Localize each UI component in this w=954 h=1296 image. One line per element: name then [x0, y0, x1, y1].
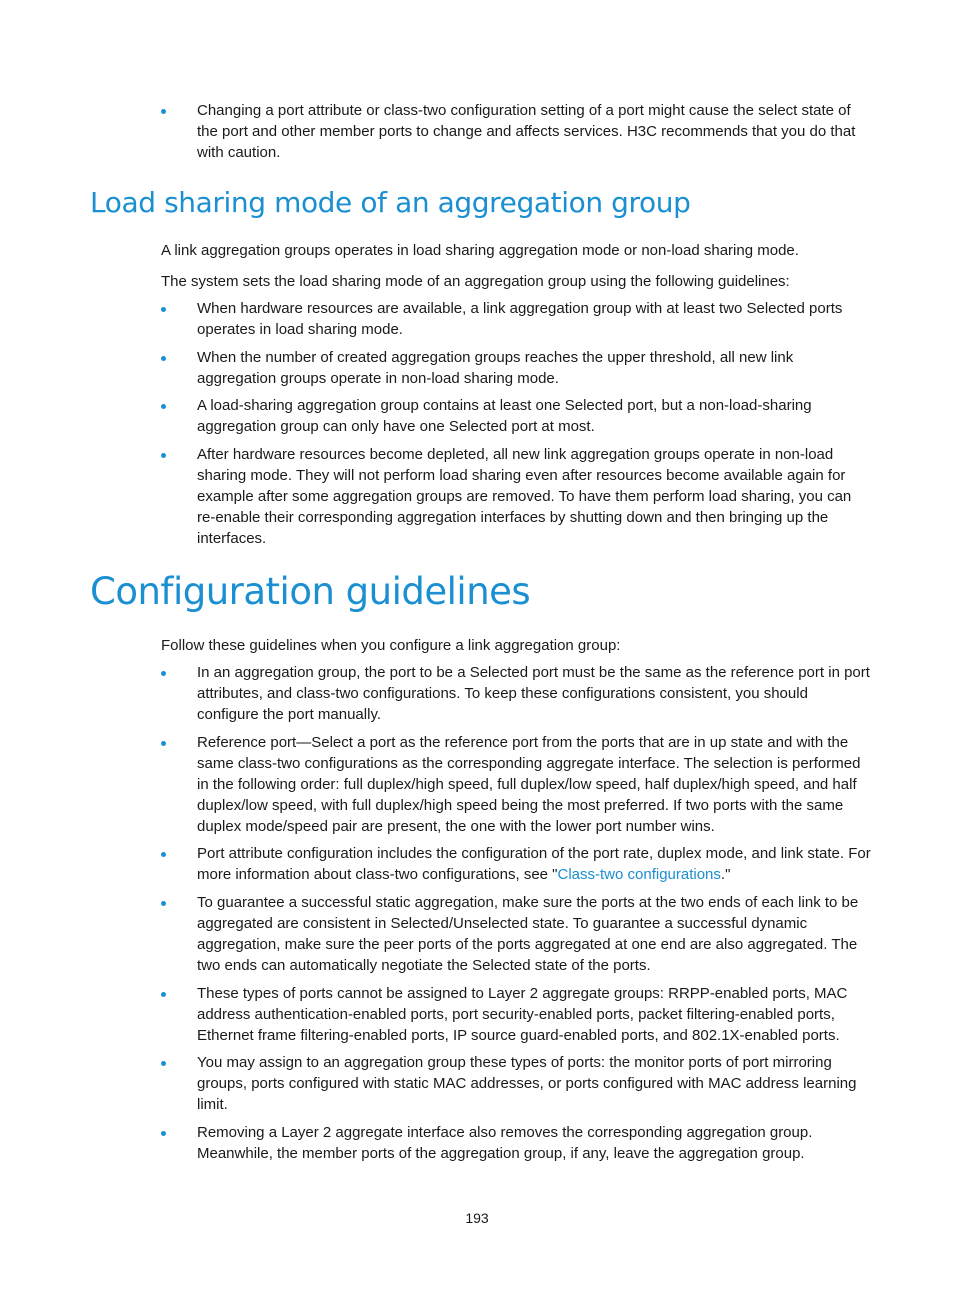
bullet-icon — [161, 453, 166, 458]
list-item — [161, 347, 871, 389]
bullet-icon — [161, 1131, 166, 1136]
list-item — [161, 1052, 871, 1115]
bullet-icon — [161, 901, 166, 906]
bullet-icon — [161, 404, 166, 409]
list-item-text: Reference port—Select a port as the reference port from the ports that are in up state and with the same class-two configurations as the corresponding aggregate interface. The selection is performed in the following order: full duplex/high speed, full duplex/low speed, half duplex/high speed, and half duplex/low speed, with full duplex/high speed being the most preferred. If two ports with the same duplex mode/speed pair are present, the one with the lower port number wins. — [197, 734, 861, 835]
list-item — [161, 1122, 871, 1164]
list-item-text: When hardware resources are available, a link aggregation group with at least two Selected ports operates in load sharing mode. — [197, 300, 843, 338]
list-item-text: In an aggregation group, the port to be a Selected port must be the same as the reference port in port attributes, and class-two configurations. To keep these configurations consistent, you should configure the port manually. — [197, 664, 870, 723]
list-item-text: A load-sharing aggregation group contains at least one Selected port, but a non-load-sharing aggregation group can only have one Selected port at most. — [197, 397, 812, 435]
page-number: 193 — [465, 1210, 489, 1226]
page-title-configuration-guidelines: Configuration guidelines — [90, 570, 531, 613]
list-item-text: You may assign to an aggregation group these types of ports: the monitor ports of port mirroring groups, ports configured with static MAC addresses, or ports configured with MAC address learning limit. — [197, 1054, 857, 1113]
list-item — [161, 843, 871, 885]
bullet-icon — [161, 1061, 166, 1066]
list-item-text: These types of ports cannot be assigned to Layer 2 aggregate groups: RRPP-enabled ports, MAC address authentication-enabled ports, port security-enabled ports, packet filtering-enabled ports, Ethernet frame filtering-enabled ports, IP source guard-enabled ports, and 802.1X-enabled ports. — [197, 985, 848, 1044]
list-item-text: Removing a Layer 2 aggregate interface also removes the corresponding aggregation group. Meanwhile, the member ports of the aggregation group, if any, leave the aggregation group. — [197, 1124, 813, 1162]
bullet-icon — [161, 992, 166, 997]
paragraph: The system sets the load sharing mode of an aggregation group using the following guidelines: — [161, 273, 790, 290]
list-item — [161, 892, 871, 976]
list-item-text: Changing a port attribute or class-two configuration setting of a port might cause the select state of the port and other member ports to change and affects services. H3C recommends that you do that with caution. — [197, 102, 856, 161]
link-suffix: ." — [720, 866, 731, 883]
paragraph: Follow these guidelines when you configure a link aggregation group: — [161, 637, 621, 654]
bullet-icon — [161, 671, 166, 676]
port-attribute-text: Port attribute configuration includes the configuration of the port rate, duplex mode, and link state. For more information about class-two configurations, see " — [197, 845, 871, 883]
bullet-icon — [161, 356, 166, 361]
list-item-text: When the number of created aggregation groups reaches the upper threshold, all new link aggregation groups operate in non-load sharing mode. — [197, 349, 794, 387]
list-item — [161, 100, 871, 163]
list-item — [161, 444, 871, 549]
bullet-icon — [161, 109, 166, 114]
list-item — [161, 298, 871, 340]
paragraph: A link aggregation groups operates in load sharing aggregation mode or non-load sharing mode. — [161, 242, 799, 259]
list-item-text: After hardware resources become depleted, all new link aggregation groups operate in non-load sharing mode. They will not perform load sharing even after resources become available again for example after some aggregation groups are removed. To have them perform load sharing, you can re-enable their corresponding aggregation interfaces by shutting down and then bringing up the interfaces. — [197, 446, 852, 547]
list-item — [161, 662, 871, 725]
bullet-icon — [161, 307, 166, 312]
list-item — [161, 983, 871, 1046]
list-item-text: To guarantee a successful static aggregation, make sure the ports at the two ends of each link to be aggregated are consistent in Selected/Unselected state. To guarantee a successful dynamic aggregation, make sure the peer ports of the ports aggregated at one end are also aggregated. The two ends can automatically negotiate the Selected state of the ports. — [197, 894, 859, 974]
list-item-text — [197, 843, 871, 885]
section-heading-load-sharing: Load sharing mode of an aggregation group — [90, 186, 691, 219]
class-two-configurations-link[interactable]: Class-two configurations — [557, 866, 721, 883]
list-item — [161, 395, 871, 437]
list-item — [161, 732, 871, 837]
bullet-icon — [161, 741, 166, 746]
bullet-icon — [161, 852, 166, 857]
